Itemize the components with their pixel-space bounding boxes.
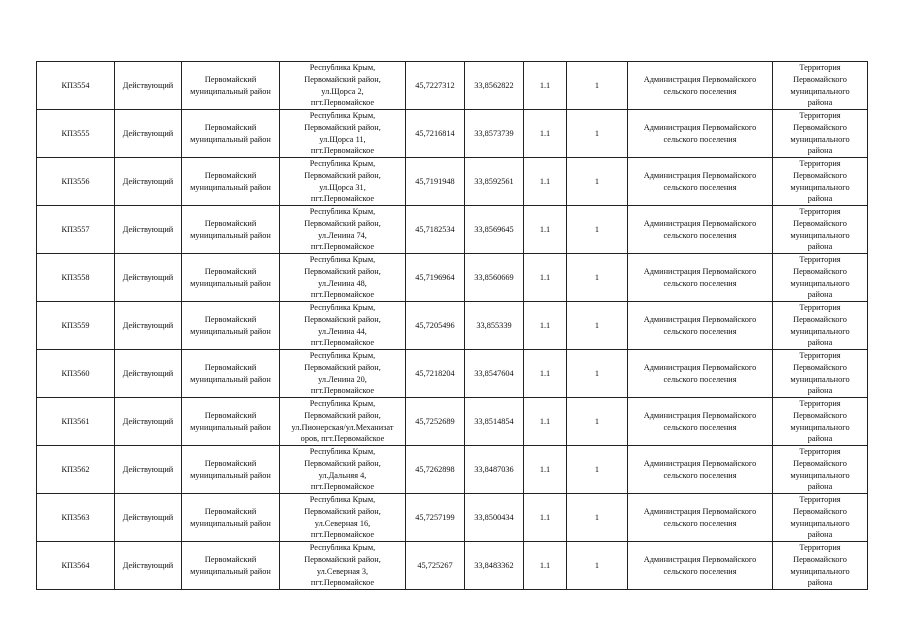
cell-status: Действующий [115,110,182,158]
cell-status: Действующий [115,254,182,302]
cell-type: 1.1 [524,302,567,350]
cell-line: района [807,290,833,300]
cell-line: Республика Крым, [309,207,376,217]
cell-line: пгт.Первомайское [310,578,375,588]
cell-address [280,110,406,158]
cell-line: муниципальный район [190,470,271,480]
cell-district [182,398,280,446]
cell-line: пгт.Первомайское [310,338,375,348]
cell-territory [773,158,868,206]
cell-line: ул.Ленина 48, [318,278,367,288]
cell-line: Первомайский [204,458,257,468]
cell-line: Первомайского [793,122,847,132]
cell-line: района [807,338,833,348]
cell-line: района [807,482,833,492]
cell-line: ул.Дальняя 4, [318,470,367,480]
cell-line: муниципальный район [190,86,271,96]
cell-territory [773,494,868,542]
cell-owner [628,446,773,494]
cell-code: КП3555 [37,110,115,158]
cell-line: Территория [799,543,841,553]
cell-line: пгт.Первомайское [310,290,375,300]
cell-longitude: 33,8560669 [465,254,524,302]
cell-line: муниципального [790,566,850,576]
cell-line: Республика Крым, [309,399,376,409]
cell-type: 1.1 [524,542,567,590]
table-row [37,62,868,110]
cell-owner [628,110,773,158]
cell-type: 1.1 [524,254,567,302]
cell-status: Действующий [115,542,182,590]
cell-status: Действующий [115,446,182,494]
cell-longitude: 33,8547604 [465,350,524,398]
cell-line: Территория [799,207,841,217]
cell-line: оров, пгт.Первомайское [300,434,385,444]
cell-type: 1.1 [524,62,567,110]
cell-district [182,350,280,398]
cell-line: муниципальный район [190,134,271,144]
cell-line: Территория [799,255,841,265]
cell-line: Республика Крым, [309,63,376,73]
cell-latitude: 45,7257199 [406,494,465,542]
table-row [37,542,868,590]
cell-count: 1 [567,206,628,254]
cell-line: пгт.Первомайское [310,530,375,540]
cell-line: Территория [799,159,841,169]
cell-territory [773,398,868,446]
cell-line: района [807,242,833,252]
cell-longitude: 33,8500434 [465,494,524,542]
cell-line: Первомайского [793,458,847,468]
cell-code: КП3562 [37,446,115,494]
cell-line: муниципального [790,86,850,96]
cell-line: Территория [799,111,841,121]
cell-count: 1 [567,542,628,590]
cell-latitude: 45,7216814 [406,110,465,158]
cell-address [280,254,406,302]
cell-line: ул.Щорса 31, [319,182,366,192]
cell-line: района [807,530,833,540]
cell-address [280,302,406,350]
table-row [37,350,868,398]
cell-line: ул.Ленина 20, [318,374,367,384]
cell-line: муниципального [790,326,850,336]
cell-line: Первомайский [204,362,257,372]
cell-line: Первомайский [204,266,257,276]
cell-line: Первомайский район, [304,554,381,564]
cell-status: Действующий [115,494,182,542]
cell-line: Первомайский район, [304,170,381,180]
cell-line: Администрация Первомайского [643,362,757,372]
cell-line: Первомайский район, [304,458,381,468]
cell-line: Территория [799,63,841,73]
cell-code: КП3563 [37,494,115,542]
cell-line: Администрация Первомайского [643,170,757,180]
cell-line: Первомайский [204,410,257,420]
cell-longitude: 33,8514854 [465,398,524,446]
table-row [37,110,868,158]
cell-line: ул.Северная 3, [316,566,369,576]
cell-line: района [807,98,833,108]
cell-line: Первомайский район, [304,314,381,324]
cell-code: КП3560 [37,350,115,398]
cell-line: Первомайский район, [304,266,381,276]
cell-count: 1 [567,110,628,158]
cell-latitude: 45,7196964 [406,254,465,302]
cell-line: муниципального [790,422,850,432]
cell-line: Администрация Первомайского [643,122,757,132]
cell-address [280,62,406,110]
cell-owner [628,158,773,206]
cell-line: сельского поселения [663,326,737,336]
cell-line: пгт.Первомайское [310,146,375,156]
cell-territory [773,542,868,590]
table-body [37,62,868,590]
cell-longitude: 33,8487036 [465,446,524,494]
table-row [37,494,868,542]
cell-code: КП3559 [37,302,115,350]
cell-line: муниципального [790,470,850,480]
cell-code: КП3556 [37,158,115,206]
cell-owner [628,254,773,302]
cell-line: Республика Крым, [309,495,376,505]
cell-code: КП3561 [37,398,115,446]
cell-address [280,446,406,494]
cell-line: Республика Крым, [309,111,376,121]
cell-line: сельского поселения [663,374,737,384]
cell-type: 1.1 [524,110,567,158]
cell-count: 1 [567,494,628,542]
cell-territory [773,302,868,350]
cell-line: муниципального [790,518,850,528]
table-row [37,398,868,446]
cell-type: 1.1 [524,158,567,206]
cell-status: Действующий [115,302,182,350]
cell-line: Первомайский [204,170,257,180]
cell-address [280,494,406,542]
cell-district [182,62,280,110]
cell-district [182,446,280,494]
cell-count: 1 [567,158,628,206]
cell-longitude: 33,855339 [465,302,524,350]
cell-line: Первомайского [793,266,847,276]
cell-type: 1.1 [524,446,567,494]
cell-line: Администрация Первомайского [643,506,757,516]
cell-latitude: 45,725267 [406,542,465,590]
cell-line: пгт.Первомайское [310,98,375,108]
cell-line: Первомайский [204,554,257,564]
cell-line: Республика Крым, [309,543,376,553]
cell-line: Администрация Первомайского [643,554,757,564]
cell-line: сельского поселения [663,470,737,480]
cell-code: КП3557 [37,206,115,254]
cell-line: Первомайский район, [304,122,381,132]
cell-line: ул.Пионерская/ул.Механизат [291,422,394,432]
cell-line: района [807,146,833,156]
cell-line: Администрация Первомайского [643,218,757,228]
cell-line: муниципального [790,374,850,384]
table-row [37,254,868,302]
cell-line: Первомайского [793,218,847,228]
cell-line: сельского поселения [663,566,737,576]
cell-count: 1 [567,398,628,446]
cell-line: Первомайский район, [304,362,381,372]
cell-district [182,206,280,254]
cell-line: района [807,434,833,444]
cell-address [280,350,406,398]
cell-line: сельского поселения [663,86,737,96]
cell-count: 1 [567,62,628,110]
cell-line: ул.Северная 16, [314,518,371,528]
cell-line: Территория [799,495,841,505]
cell-line: муниципальный район [190,566,271,576]
cell-longitude: 33,8573739 [465,110,524,158]
cell-line: района [807,578,833,588]
cell-code: КП3554 [37,62,115,110]
cell-latitude: 45,7182534 [406,206,465,254]
cell-count: 1 [567,350,628,398]
cell-latitude: 45,7205496 [406,302,465,350]
table-row [37,302,868,350]
cell-line: пгт.Первомайское [310,482,375,492]
cell-line: пгт.Первомайское [310,242,375,252]
cell-line: Республика Крым, [309,447,376,457]
cell-line: пгт.Первомайское [310,194,375,204]
cell-line: Первомайского [793,554,847,564]
cell-line: Первомайского [793,410,847,420]
cell-owner [628,302,773,350]
cell-type: 1.1 [524,350,567,398]
cell-latitude: 45,7218204 [406,350,465,398]
cell-latitude: 45,7252689 [406,398,465,446]
cell-line: Республика Крым, [309,159,376,169]
table-row [37,206,868,254]
cell-owner [628,62,773,110]
cell-latitude: 45,7191948 [406,158,465,206]
cell-line: муниципального [790,182,850,192]
cell-latitude: 45,7262898 [406,446,465,494]
cell-longitude: 33,8592561 [465,158,524,206]
cell-line: района [807,386,833,396]
cell-territory [773,446,868,494]
cell-status: Действующий [115,62,182,110]
cell-line: ул.Ленина 74, [318,230,367,240]
cell-type: 1.1 [524,398,567,446]
cell-line: Первомайский [204,218,257,228]
cell-district [182,254,280,302]
cell-line: муниципального [790,134,850,144]
cell-line: Первомайского [793,74,847,84]
cell-address [280,398,406,446]
cell-line: Территория [799,447,841,457]
cell-owner [628,542,773,590]
cell-territory [773,110,868,158]
cell-line: Первомайский район, [304,74,381,84]
cell-line: Администрация Первомайского [643,458,757,468]
cell-longitude: 33,8483362 [465,542,524,590]
cell-line: Администрация Первомайского [643,410,757,420]
cell-line: сельского поселения [663,182,737,192]
cell-line: Республика Крым, [309,255,376,265]
cell-address [280,542,406,590]
cell-line: муниципального [790,278,850,288]
cell-code: КП3558 [37,254,115,302]
cell-district [182,542,280,590]
cell-latitude: 45,7227312 [406,62,465,110]
cell-line: Первомайский [204,74,257,84]
cell-line: Республика Крым, [309,351,376,361]
cell-line: сельского поселения [663,422,737,432]
cell-line: муниципальный район [190,230,271,240]
cell-line: Первомайского [793,314,847,324]
cell-territory [773,350,868,398]
cell-line: Первомайский [204,506,257,516]
cell-line: Первомайского [793,506,847,516]
cell-territory [773,206,868,254]
table-row [37,446,868,494]
cell-type: 1.1 [524,206,567,254]
cell-count: 1 [567,254,628,302]
cell-code: КП3564 [37,542,115,590]
cell-owner [628,494,773,542]
cell-territory [773,254,868,302]
cell-line: Первомайский [204,122,257,132]
cell-district [182,302,280,350]
cell-line: Первомайский район, [304,218,381,228]
cell-district [182,110,280,158]
cell-territory [773,62,868,110]
cell-line: муниципальный район [190,374,271,384]
cell-owner [628,206,773,254]
cell-type: 1.1 [524,494,567,542]
cell-line: муниципальный район [190,182,271,192]
cell-line: Первомайский [204,314,257,324]
table-row [37,158,868,206]
cell-line: сельского поселения [663,518,737,528]
cell-line: ул.Щорса 2, [321,86,364,96]
cell-line: Администрация Первомайского [643,314,757,324]
cell-address [280,206,406,254]
cell-line: Республика Крым, [309,303,376,313]
cell-status: Действующий [115,350,182,398]
cell-address [280,158,406,206]
cell-line: Первомайский район, [304,410,381,420]
cell-line: ул.Щорса 11, [319,134,366,144]
container-sites-table [36,61,868,590]
cell-line: муниципального [790,230,850,240]
cell-line: ул.Ленина 44, [318,326,367,336]
cell-line: Первомайского [793,170,847,180]
cell-line: Первомайского [793,362,847,372]
cell-owner [628,398,773,446]
cell-status: Действующий [115,158,182,206]
cell-line: Территория [799,399,841,409]
cell-status: Действующий [115,206,182,254]
cell-line: муниципальный район [190,518,271,528]
cell-line: сельского поселения [663,278,737,288]
cell-owner [628,350,773,398]
cell-longitude: 33,8562822 [465,62,524,110]
cell-line: сельского поселения [663,230,737,240]
cell-district [182,158,280,206]
cell-line: Территория [799,351,841,361]
cell-line: Территория [799,303,841,313]
cell-line: пгт.Первомайское [310,386,375,396]
cell-count: 1 [567,446,628,494]
cell-line: муниципальный район [190,278,271,288]
cell-line: муниципальный район [190,326,271,336]
cell-line: Первомайский район, [304,506,381,516]
cell-longitude: 33,8569645 [465,206,524,254]
cell-status: Действующий [115,398,182,446]
cell-line: сельского поселения [663,134,737,144]
cell-line: Администрация Первомайского [643,74,757,84]
cell-line: района [807,194,833,204]
cell-line: Администрация Первомайского [643,266,757,276]
cell-count: 1 [567,302,628,350]
cell-district [182,494,280,542]
cell-line: муниципальный район [190,422,271,432]
